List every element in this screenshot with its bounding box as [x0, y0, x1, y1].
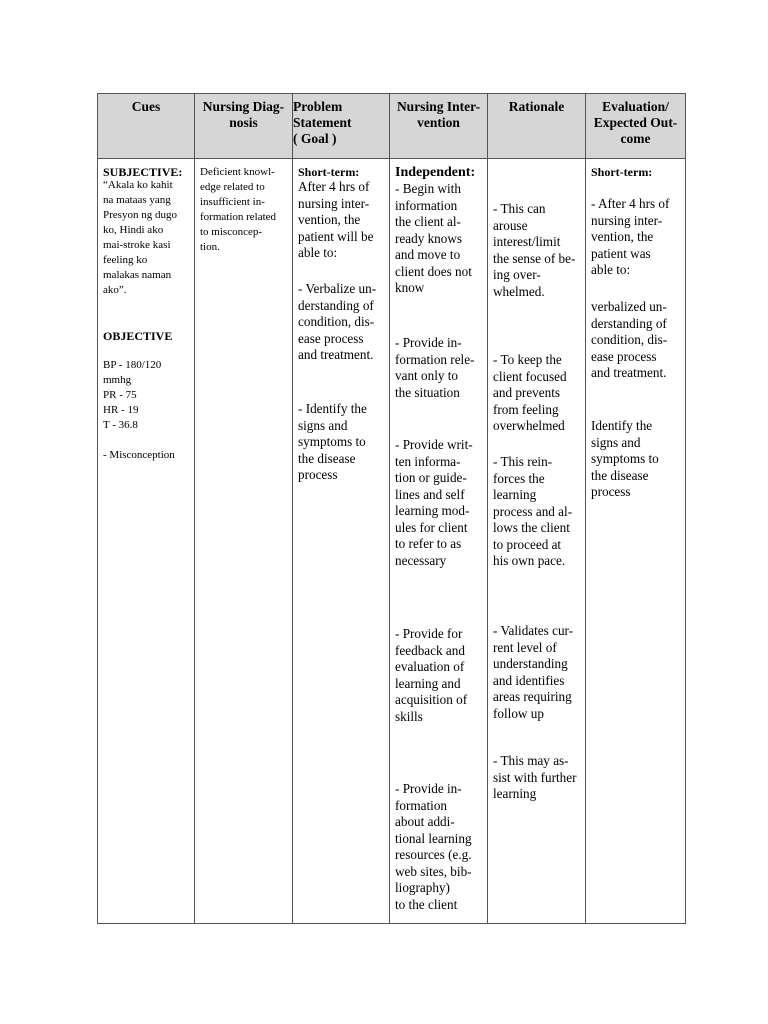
header-nursing-diagnosis: Nursing Diag- nosis — [195, 94, 293, 159]
header-row — [98, 94, 686, 159]
evaluation-item-1: - After 4 hrs of nursing inter- vention, the patient was able to: — [591, 196, 670, 277]
rationale-item-1: - This can arouse interest/limit the sense of be- ing over- whelmed. — [493, 201, 576, 299]
intervention-item-2: - Provide in- formation rele- vant only to the situation — [395, 335, 475, 400]
intervention-item-5: - Provide in- formation about addi- tional learning resources (e.g. web sites, bib- liography) to the client — [395, 781, 472, 912]
goal-item-verbalize: - Verbalize un- derstanding of condition, dis- ease process and treatment. — [298, 281, 377, 362]
goal-item-identify: - Identify the signs and symptoms to the disease process — [298, 401, 367, 482]
independent-label: Independent: — [395, 165, 476, 180]
intervention-item-1: - Begin with information the client al- ready knows and move to client does not know — [395, 181, 472, 295]
header-nursing-intervention: Nursing Inter- vention — [390, 94, 488, 159]
problem-statement-cell — [293, 159, 390, 924]
goal-text: After 4 hrs of nursing inter- vention, the patient will be able to: — [298, 179, 374, 260]
short-term-label: Short-term: — [298, 165, 360, 179]
nursing-care-plan-table — [97, 93, 686, 924]
diagnosis-cell — [195, 159, 293, 924]
header-rationale: Rationale — [488, 94, 586, 159]
subjective-text: “Akala ko kahit na mataas yang Presyon ng dugo ko, Hindi ako mai-stroke kasi feeling ko malakas naman ako”. — [103, 179, 177, 296]
header-cues: Cues — [98, 94, 195, 159]
objective-label: OBJECTIVE — [103, 329, 173, 343]
evaluation-item-2: verbalized un- derstanding of condition, dis- ease process and treatment. — [591, 299, 668, 380]
evaluation-short-term-label: Short-term: — [591, 165, 653, 179]
rationale-item-2: - To keep the client focused and prevents from feeling overwhelmed — [493, 352, 567, 433]
evaluation-item-3: Identify the signs and symptoms to the disease process — [591, 418, 659, 499]
subjective-label: SUBJECTIVE: — [103, 165, 183, 179]
table-row — [98, 159, 686, 924]
header-problem-statement: Problem Statement ( Goal ) — [293, 94, 390, 159]
rationale-item-4: - Validates cur- rent level of understanding and identifies areas requiring follow up — [493, 623, 574, 721]
evaluation-cell — [586, 159, 686, 924]
header-evaluation: Evaluation/ Expected Out- come — [586, 94, 686, 159]
vital-signs: BP - 180/120 mmhg PR - 75 HR - 19 T - 36.8 — [103, 359, 162, 431]
rationale-cell — [488, 159, 586, 924]
diagnosis-text: Deficient knowl- edge related to insufficient in- formation related to misconcep- tion. — [200, 166, 277, 253]
rationale-item-5: - This may as- sist with further learning — [493, 753, 577, 801]
cues-cell — [98, 159, 195, 924]
intervention-cell — [390, 159, 488, 924]
rationale-item-3: - This rein- forces the learning process and al- lows the client to proceed at his own pace. — [493, 454, 573, 568]
intervention-item-4: - Provide for feedback and evaluation of learning and acquisition of skills — [395, 626, 468, 724]
misconception-cue: - Misconception — [103, 449, 175, 461]
intervention-item-3: - Provide writ- ten informa- tion or guide- lines and self learning mod- ules for client to refer to as necessary — [395, 437, 473, 568]
